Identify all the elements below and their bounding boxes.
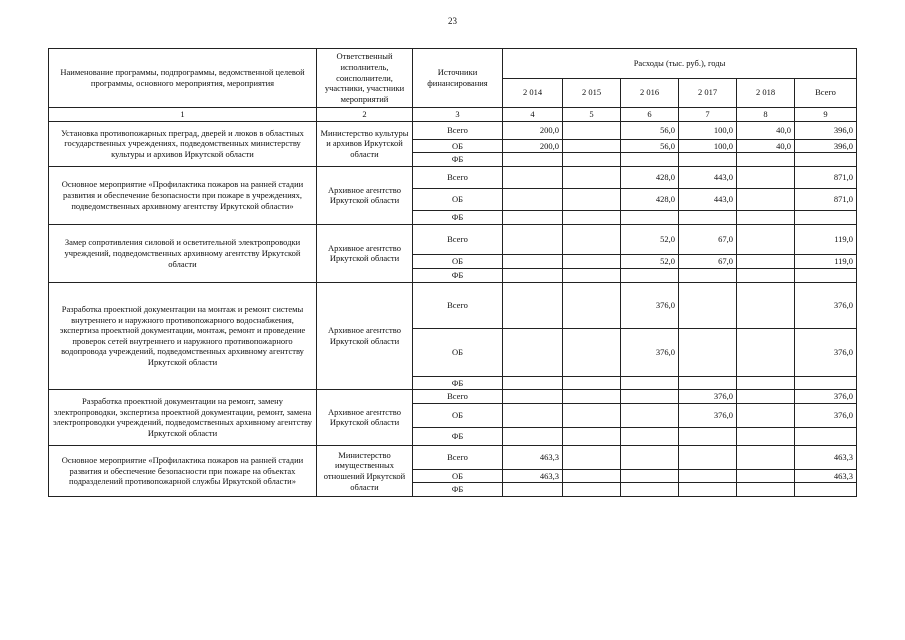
column-number: 2 xyxy=(317,108,413,122)
funding-source: ОБ xyxy=(413,328,503,376)
header-year: 2 017 xyxy=(679,78,737,108)
expense-cell xyxy=(563,328,621,376)
expense-cell xyxy=(679,469,737,483)
expense-cell xyxy=(737,153,795,167)
responsible-executor: Архивное агентство Иркутской области xyxy=(317,390,413,446)
total-cell: 376,0 xyxy=(795,403,857,427)
total-cell: 376,0 xyxy=(795,328,857,376)
total-cell xyxy=(795,427,857,445)
funding-source: ФБ xyxy=(413,483,503,497)
expense-cell: 463,3 xyxy=(503,469,563,483)
expense-cell: 40,0 xyxy=(737,121,795,139)
expense-cell: 443,0 xyxy=(679,166,737,188)
expense-cell xyxy=(563,139,621,153)
expense-cell xyxy=(679,268,737,282)
measure-name: Разработка проектной документации на ремонт, замену электропроводки, экспертиза проектной документации, ремонт, замена электропроводки учреждений, подведомственных архивному агентству Иркутской области xyxy=(49,390,317,446)
expense-cell: 67,0 xyxy=(679,254,737,268)
expense-cell xyxy=(621,469,679,483)
header-responsible: Ответственный исполнитель, соисполнители, участники, участники мероприятий xyxy=(317,49,413,108)
funding-source: ОБ xyxy=(413,139,503,153)
funding-source: ОБ xyxy=(413,188,503,210)
table-row xyxy=(49,390,857,404)
expense-cell xyxy=(503,268,563,282)
expense-cell xyxy=(679,328,737,376)
expense-cell xyxy=(563,403,621,427)
funding-source: ОБ xyxy=(413,469,503,483)
expense-cell xyxy=(737,469,795,483)
expense-cell xyxy=(563,121,621,139)
expense-cell xyxy=(563,188,621,210)
expense-cell xyxy=(503,390,563,404)
funding-source: Всего xyxy=(413,445,503,469)
expense-cell xyxy=(503,188,563,210)
measure-name: Установка противопожарных преград, дверей и люков в областных государственных учреждениях, подведомственных министерству культуры и архивов Иркутской области xyxy=(49,121,317,166)
funding-source: Всего xyxy=(413,121,503,139)
funding-source: ФБ xyxy=(413,376,503,390)
expense-cell xyxy=(563,254,621,268)
table-row xyxy=(49,166,857,188)
expense-cell: 52,0 xyxy=(621,224,679,254)
expense-cell xyxy=(679,445,737,469)
header-year: 2 014 xyxy=(503,78,563,108)
expense-cell xyxy=(563,268,621,282)
column-number: 9 xyxy=(795,108,857,122)
expense-cell xyxy=(737,445,795,469)
total-cell xyxy=(795,210,857,224)
expense-cell xyxy=(679,210,737,224)
total-cell: 871,0 xyxy=(795,166,857,188)
expense-cell xyxy=(621,403,679,427)
expense-cell xyxy=(737,483,795,497)
total-cell xyxy=(795,483,857,497)
expense-cell xyxy=(679,282,737,328)
header-total: Всего xyxy=(795,78,857,108)
funding-source: ФБ xyxy=(413,427,503,445)
expense-cell: 443,0 xyxy=(679,188,737,210)
column-number: 4 xyxy=(503,108,563,122)
expense-cell: 56,0 xyxy=(621,121,679,139)
funding-source: Всего xyxy=(413,282,503,328)
expense-cell: 200,0 xyxy=(503,121,563,139)
expense-cell xyxy=(503,427,563,445)
expense-cell xyxy=(679,153,737,167)
header-year: 2 016 xyxy=(621,78,679,108)
funding-source: ФБ xyxy=(413,153,503,167)
expense-cell xyxy=(621,483,679,497)
funding-source: Всего xyxy=(413,224,503,254)
expense-cell xyxy=(503,282,563,328)
expense-cell xyxy=(737,268,795,282)
expense-cell xyxy=(621,445,679,469)
total-cell xyxy=(795,376,857,390)
expense-cell xyxy=(737,210,795,224)
header-year: 2 018 xyxy=(737,78,795,108)
column-number: 5 xyxy=(563,108,621,122)
expense-cell xyxy=(737,328,795,376)
funding-source: Всего xyxy=(413,166,503,188)
responsible-executor: Архивное агентство Иркутской области xyxy=(317,224,413,282)
expense-cell xyxy=(563,376,621,390)
expense-cell xyxy=(503,153,563,167)
expense-cell xyxy=(737,427,795,445)
expense-cell: 40,0 xyxy=(737,139,795,153)
expense-cell: 56,0 xyxy=(621,139,679,153)
expense-cell xyxy=(563,224,621,254)
total-cell xyxy=(795,268,857,282)
expense-cell xyxy=(737,188,795,210)
column-number: 7 xyxy=(679,108,737,122)
expense-cell: 376,0 xyxy=(621,328,679,376)
table-body xyxy=(49,121,857,496)
table-header xyxy=(49,49,857,122)
total-cell: 396,0 xyxy=(795,121,857,139)
expense-cell xyxy=(737,282,795,328)
expense-cell: 67,0 xyxy=(679,224,737,254)
expense-cell xyxy=(563,153,621,167)
expense-cell xyxy=(503,166,563,188)
column-number: 1 xyxy=(49,108,317,122)
responsible-executor: Архивное агентство Иркутской области xyxy=(317,282,413,390)
expense-cell xyxy=(503,483,563,497)
expense-cell xyxy=(737,254,795,268)
total-cell: 463,3 xyxy=(795,445,857,469)
total-cell: 376,0 xyxy=(795,282,857,328)
expense-cell xyxy=(503,376,563,390)
expense-cell xyxy=(563,483,621,497)
table-row xyxy=(49,282,857,328)
expense-cell xyxy=(737,224,795,254)
expense-cell: 428,0 xyxy=(621,188,679,210)
column-number: 3 xyxy=(413,108,503,122)
expense-cell xyxy=(621,376,679,390)
expense-cell xyxy=(503,328,563,376)
table-row xyxy=(49,445,857,469)
expense-cell: 376,0 xyxy=(679,403,737,427)
measure-name: Основное мероприятие «Профилактика пожаров на ранней стадии развития и обеспечение безопасности при пожаре на объектах подразделений противопожарной службы Иркутской области» xyxy=(49,445,317,496)
expense-cell xyxy=(563,282,621,328)
total-cell: 376,0 xyxy=(795,390,857,404)
expense-cell: 52,0 xyxy=(621,254,679,268)
expense-cell: 100,0 xyxy=(679,121,737,139)
expense-cell: 428,0 xyxy=(621,166,679,188)
funding-source: Всего xyxy=(413,390,503,404)
expense-cell: 200,0 xyxy=(503,139,563,153)
expense-cell xyxy=(563,469,621,483)
measure-name: Замер сопротивления силовой и осветительной электропроводки учреждений, подведомственных архивному агентству Иркутской области xyxy=(49,224,317,282)
funding-source: ФБ xyxy=(413,268,503,282)
column-number: 6 xyxy=(621,108,679,122)
expense-cell xyxy=(621,268,679,282)
header-year: 2 015 xyxy=(563,78,621,108)
expense-cell xyxy=(563,166,621,188)
page-number: 23 xyxy=(448,16,457,26)
expense-cell: 100,0 xyxy=(679,139,737,153)
responsible-executor: Министерство культуры и архивов Иркутской области xyxy=(317,121,413,166)
funding-source: ОБ xyxy=(413,254,503,268)
expense-cell xyxy=(503,403,563,427)
expense-cell: 376,0 xyxy=(621,282,679,328)
expense-cell: 376,0 xyxy=(679,390,737,404)
expense-cell xyxy=(621,427,679,445)
expense-cell xyxy=(679,376,737,390)
header-name: Наименование программы, подпрограммы, ведомственной целевой программы, основного мероприятия, мероприятия xyxy=(49,49,317,108)
measure-name: Разработка проектной документации на монтаж и ремонт системы внутреннего и наружного противопожарного водоснабжения, экспертиза проектной документации, монтаж, ремонт и проведение проверок сетей внутреннего и наружного противопожарного водопровода учреждений, подведомственных архивному агентству Иркутской области xyxy=(49,282,317,390)
expense-cell xyxy=(563,210,621,224)
total-cell: 871,0 xyxy=(795,188,857,210)
expense-cell xyxy=(503,224,563,254)
total-cell: 119,0 xyxy=(795,254,857,268)
header-expenses: Расходы (тыс. руб.), годы xyxy=(503,49,857,79)
expense-cell xyxy=(503,254,563,268)
expense-cell xyxy=(563,427,621,445)
expense-cell xyxy=(737,166,795,188)
expense-cell xyxy=(621,210,679,224)
budget-table xyxy=(48,48,857,497)
measure-name: Основное мероприятие «Профилактика пожаров на ранней стадии развития и обеспечение безопасности при пожаре в учреждениях, подведомственных архивному агентству Иркутской области» xyxy=(49,166,317,224)
total-cell: 463,3 xyxy=(795,469,857,483)
expense-cell xyxy=(679,483,737,497)
responsible-executor: Министерство имущественных отношений Иркутской области xyxy=(317,445,413,496)
expense-cell xyxy=(503,210,563,224)
expense-cell xyxy=(621,153,679,167)
expense-cell xyxy=(563,390,621,404)
table-row xyxy=(49,121,857,139)
expense-cell xyxy=(563,445,621,469)
expense-cell xyxy=(679,427,737,445)
total-cell xyxy=(795,153,857,167)
responsible-executor: Архивное агентство Иркутской области xyxy=(317,166,413,224)
header-source: Источники финансирования xyxy=(413,49,503,108)
funding-source: ФБ xyxy=(413,210,503,224)
column-number: 8 xyxy=(737,108,795,122)
total-cell: 396,0 xyxy=(795,139,857,153)
funding-source: ОБ xyxy=(413,403,503,427)
expense-cell xyxy=(737,403,795,427)
expense-cell xyxy=(737,390,795,404)
expense-cell: 463,3 xyxy=(503,445,563,469)
expense-cell xyxy=(737,376,795,390)
expense-cell xyxy=(621,390,679,404)
table-row xyxy=(49,224,857,254)
total-cell: 119,0 xyxy=(795,224,857,254)
